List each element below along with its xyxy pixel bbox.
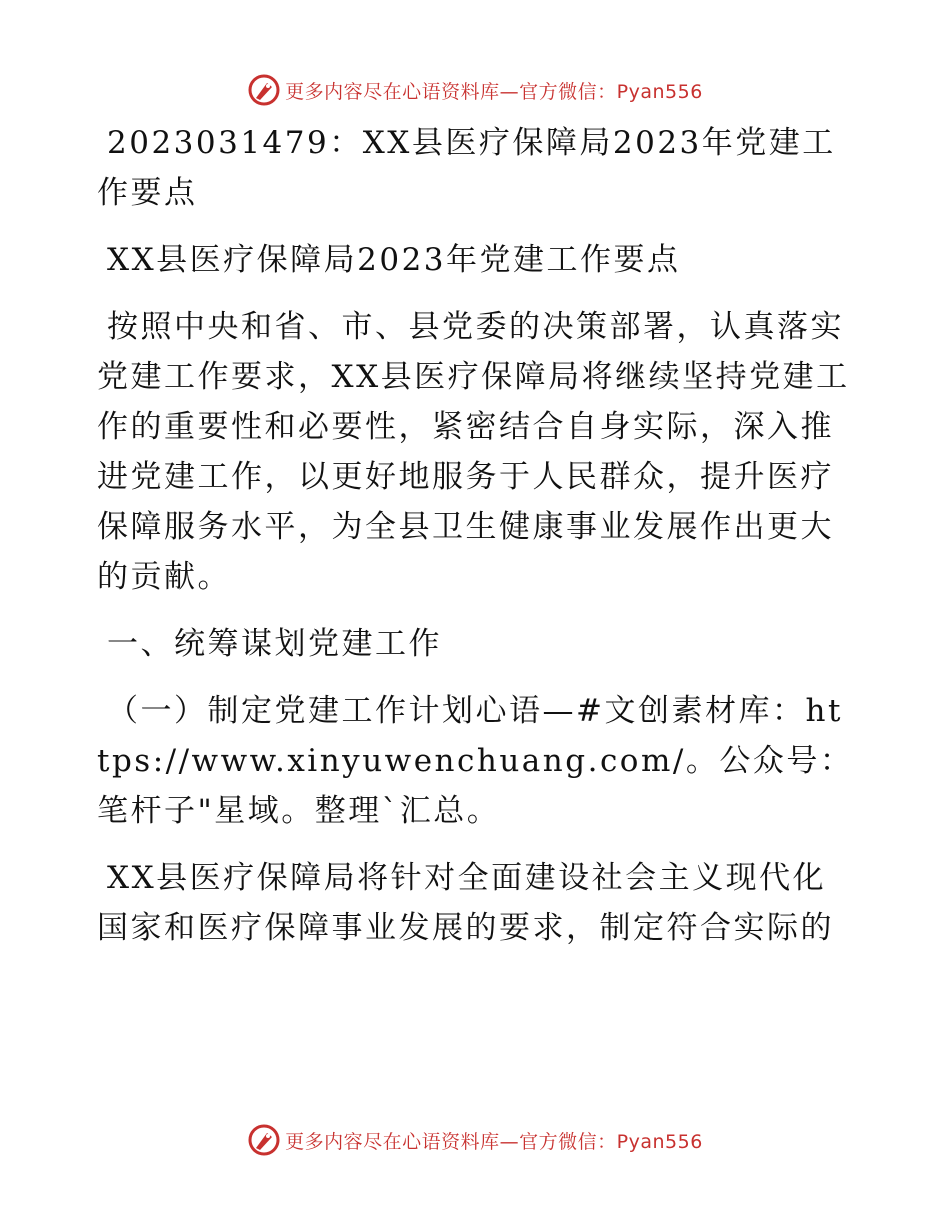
watermark-text: 更多内容尽在心语资料库—官方微信：Pyan556: [285, 1130, 703, 1153]
header-watermark-banner: [0, 70, 950, 110]
document-body: [97, 118, 857, 970]
pen-nib-logo-icon: [247, 73, 281, 107]
section-heading: 一、统筹谋划党建工作: [107, 626, 442, 662]
intro-paragraph: 按照中央和省、市、县党委的决策部署，认真落实党建工作要求，XX县医疗保障局将继续坚持党建工作的重要性和必要性，紧密结合自身实际，深入推进党建工作，以更好地服务于人民群众，提升医疗保障服务水平，为全县卫生健康事业发展作出更大的贡献。: [97, 309, 850, 595]
footer-watermark-banner: [0, 1120, 950, 1160]
pen-nib-logo-icon: [247, 1123, 281, 1157]
subsection-heading: （一）制定党建工作计划心语—#文创素材库：https://www.xinyuwenchuang.com/。公众号：笔杆子"星域。整理`汇总。: [97, 693, 854, 829]
document-title: 2023031479：XX县医疗保障局2023年党建工作要点: [97, 125, 836, 211]
document-subtitle: XX县医疗保障局2023年党建工作要点: [107, 242, 681, 278]
subsection-paragraph: XX县医疗保障局将针对全面建设社会主义现代化国家和医疗保障事业发展的要求，制定符合实际的: [97, 860, 834, 946]
watermark-text: 更多内容尽在心语资料库—官方微信：Pyan556: [285, 80, 703, 103]
